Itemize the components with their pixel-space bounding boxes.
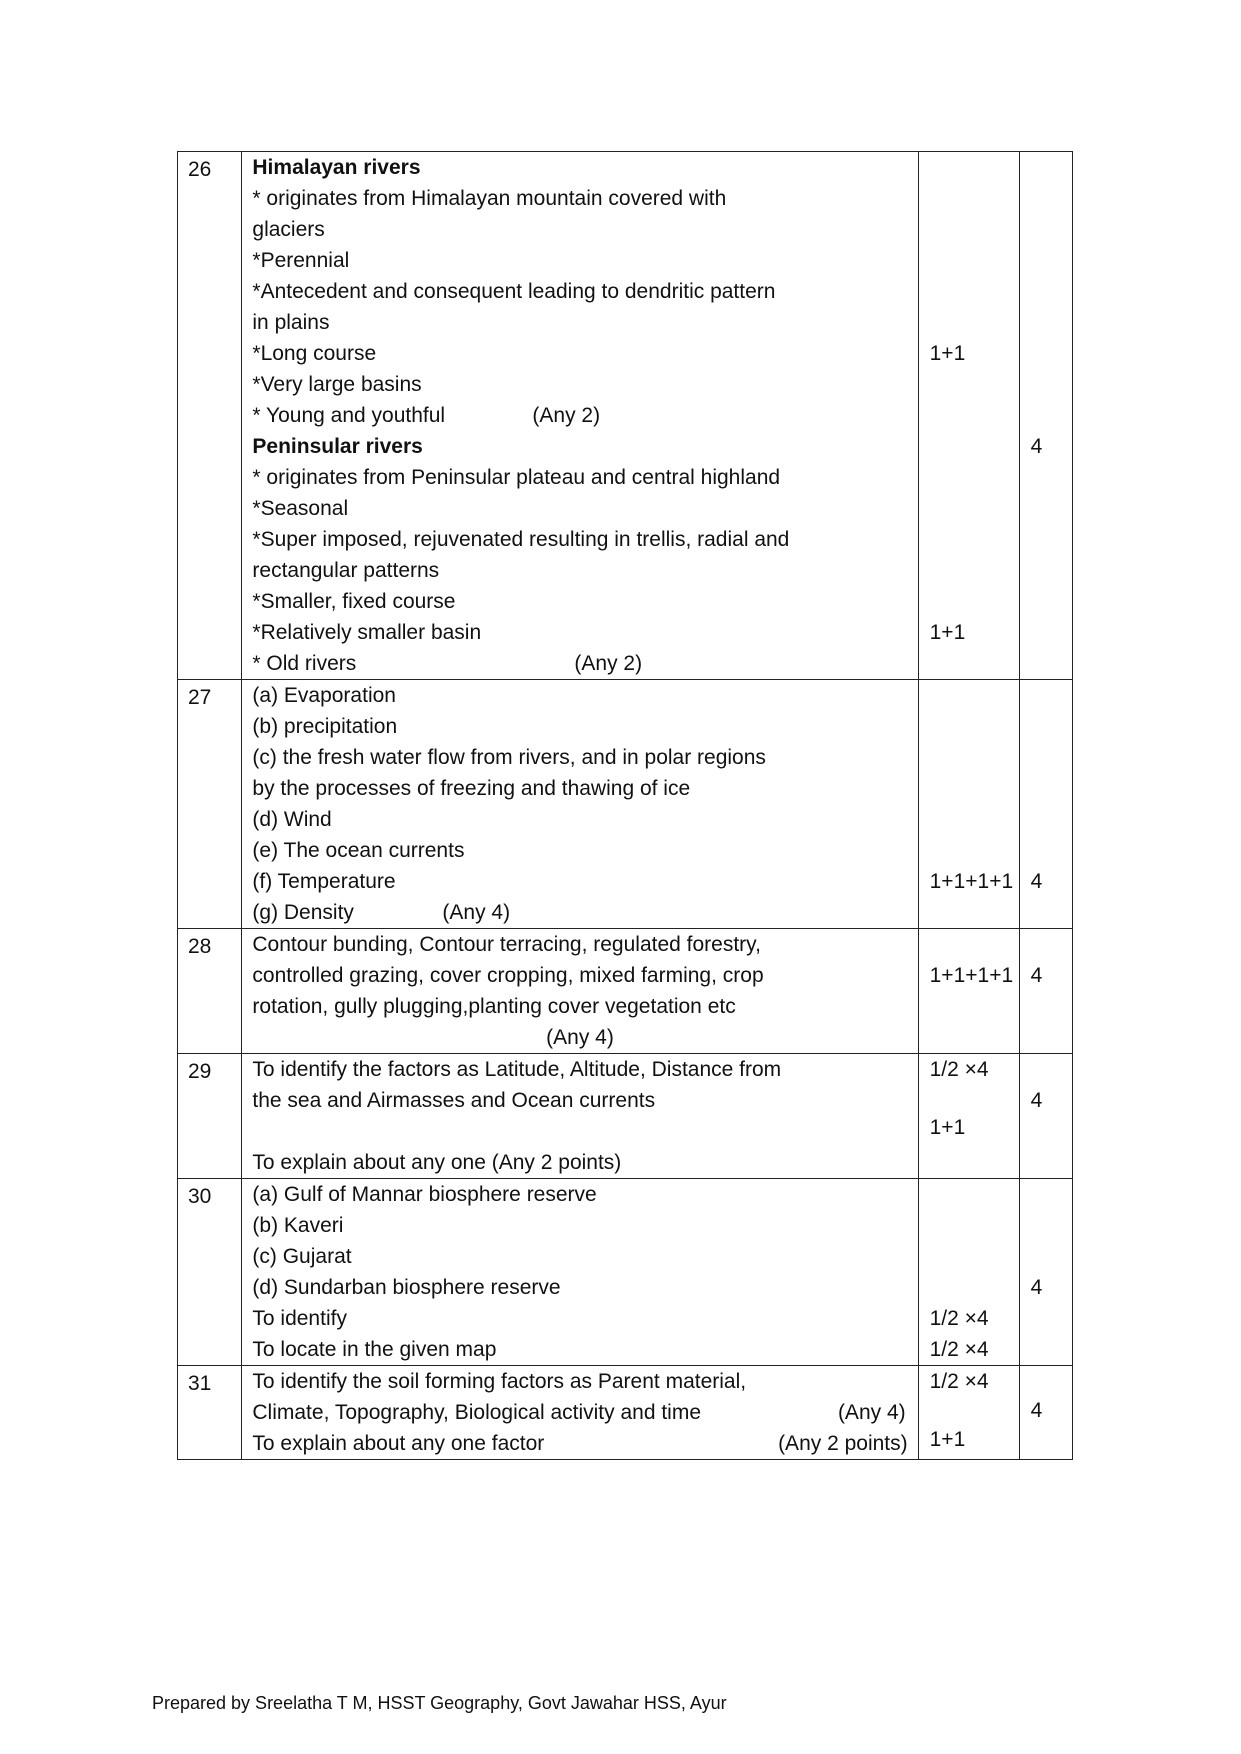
total-score-cell [1019, 1179, 1072, 1366]
answer-line: *Perennial [252, 249, 350, 272]
score-split: 1+1+1+1 [929, 870, 1014, 893]
answer-text: Climate, Topography, Biological activity and time [252, 1401, 701, 1424]
score-split-cell [918, 680, 1019, 929]
answer-cell [242, 152, 918, 680]
score-split: 1/2 ×4 [929, 1058, 989, 1081]
answer-line: by the processes of freezing and thawing of ice [252, 777, 691, 800]
score-split: 1+1 [929, 621, 966, 644]
answer-line: controlled grazing, cover cropping, mixed farming, crop [252, 964, 764, 987]
answer-cell [242, 1054, 918, 1179]
total-score-cell [1019, 680, 1072, 929]
answer-text: To explain about any one factor [252, 1432, 545, 1455]
answer-line: the sea and Airmasses and Ocean currents [252, 1089, 656, 1112]
score-split-cell [918, 929, 1019, 1054]
answer-line: (b) precipitation [252, 715, 398, 738]
answer-line [252, 1022, 907, 1053]
answer-line: To locate in the given map [252, 1338, 497, 1361]
question-number: 27 [178, 680, 242, 929]
answer-line: rotation, gully plugging,planting cover vegetation etc [252, 995, 736, 1018]
answer-line: Contour bunding, Contour terracing, regulated forestry, [252, 933, 761, 956]
answer-line [252, 400, 907, 431]
answer-line: *Long course [252, 342, 377, 365]
answer-text: (g) Density [252, 901, 354, 924]
table-row [178, 1179, 1073, 1366]
question-number: 31 [178, 1366, 242, 1460]
total-score: 4 [1030, 1399, 1043, 1422]
answer-line: (a) Gulf of Mannar biosphere reserve [252, 1183, 597, 1206]
answer-line: To identify the factors as Latitude, Altitude, Distance from [252, 1058, 782, 1081]
section-heading: Himalayan rivers [252, 156, 421, 179]
answer-line [252, 897, 907, 928]
answer-line: in plains [252, 311, 330, 334]
score-split: 1+1 [929, 1116, 966, 1139]
answer-line: * originates from Peninsular plateau and central highland [252, 466, 781, 489]
answer-line [252, 1397, 907, 1428]
question-number: 30 [178, 1179, 242, 1366]
answer-line: (a) Evaporation [252, 684, 396, 707]
answer-cell [242, 1366, 918, 1460]
answer-line: (b) Kaveri [252, 1214, 344, 1237]
total-score: 4 [1030, 1089, 1043, 1112]
answer-line: * originates from Himalayan mountain covered with [252, 187, 727, 210]
answer-line [252, 1116, 907, 1147]
score-split: 1/2 ×4 [929, 1307, 989, 1330]
answer-key-table [177, 151, 1073, 1460]
answer-line: rectangular patterns [252, 559, 440, 582]
total-score: 4 [1030, 964, 1043, 987]
answer-line [252, 648, 907, 679]
score-split-cell [918, 1179, 1019, 1366]
table-row [178, 1054, 1073, 1179]
score-split-cell [918, 1366, 1019, 1460]
table-row [178, 1366, 1073, 1460]
choice-note: (Any 4) [837, 1401, 906, 1424]
answer-line: *Super imposed, rejuvenated resulting in trellis, radial and [252, 528, 790, 551]
answer-line: To identify the soil forming factors as Parent material, [252, 1370, 747, 1393]
score-split: 1/2 ×4 [929, 1338, 989, 1361]
total-score-cell [1019, 929, 1072, 1054]
score-split: 1/2 ×4 [929, 1370, 989, 1393]
answer-line: *Antecedent and consequent leading to dendritic pattern [252, 280, 776, 303]
choice-note: (Any 2) [574, 652, 643, 675]
score-split: 1+1+1+1 [929, 964, 1014, 987]
total-score-cell [1019, 1366, 1072, 1460]
answer-line: (e) The ocean currents [252, 839, 465, 862]
section-heading: Peninsular rivers [252, 435, 423, 458]
total-score: 4 [1030, 870, 1043, 893]
choice-note: (Any 2 points) [778, 1432, 908, 1455]
answer-cell [242, 680, 918, 929]
answer-line [252, 1428, 907, 1459]
score-split: 1+1 [929, 342, 966, 365]
answer-line: *Relatively smaller basin [252, 621, 482, 644]
question-number: 26 [178, 152, 242, 680]
question-number: 28 [178, 929, 242, 1054]
table-row [178, 152, 1073, 680]
total-score: 4 [1030, 435, 1043, 458]
answer-cell [242, 929, 918, 1054]
answer-line: To explain about any one (Any 2 points) [252, 1151, 622, 1174]
total-score: 4 [1030, 1276, 1043, 1299]
answer-line: (d) Sundarban biosphere reserve [252, 1276, 561, 1299]
page-footer: Prepared by Sreelatha T M, HSST Geography, Govt Jawahar HSS, Ayur [152, 1693, 727, 1713]
table-row [178, 929, 1073, 1054]
question-number: 29 [178, 1054, 242, 1179]
answer-line: *Smaller, fixed course [252, 590, 456, 613]
answer-line: (c) Gujarat [252, 1245, 352, 1268]
answer-line: *Very large basins [252, 373, 422, 396]
score-split-cell [918, 152, 1019, 680]
total-score-cell [1019, 1054, 1072, 1179]
answer-line: To identify [252, 1307, 347, 1330]
answer-line: glaciers [252, 218, 325, 241]
choice-note: (Any 4) [442, 901, 511, 924]
answer-line: (d) Wind [252, 808, 332, 831]
choice-note: (Any 2) [532, 404, 601, 427]
score-split-cell [918, 1054, 1019, 1179]
total-score-cell [1019, 152, 1072, 680]
table-row [178, 680, 1073, 929]
choice-note: (Any 4) [546, 1026, 614, 1049]
answer-line: (f) Temperature [252, 870, 396, 893]
answer-line: *Seasonal [252, 497, 349, 520]
answer-cell [242, 1179, 918, 1366]
score-split: 1+1 [929, 1428, 966, 1451]
answer-text: * Young and youthful [252, 404, 446, 427]
answer-text: * Old rivers [252, 652, 357, 675]
answer-line: (c) the fresh water flow from rivers, and in polar regions [252, 746, 766, 769]
